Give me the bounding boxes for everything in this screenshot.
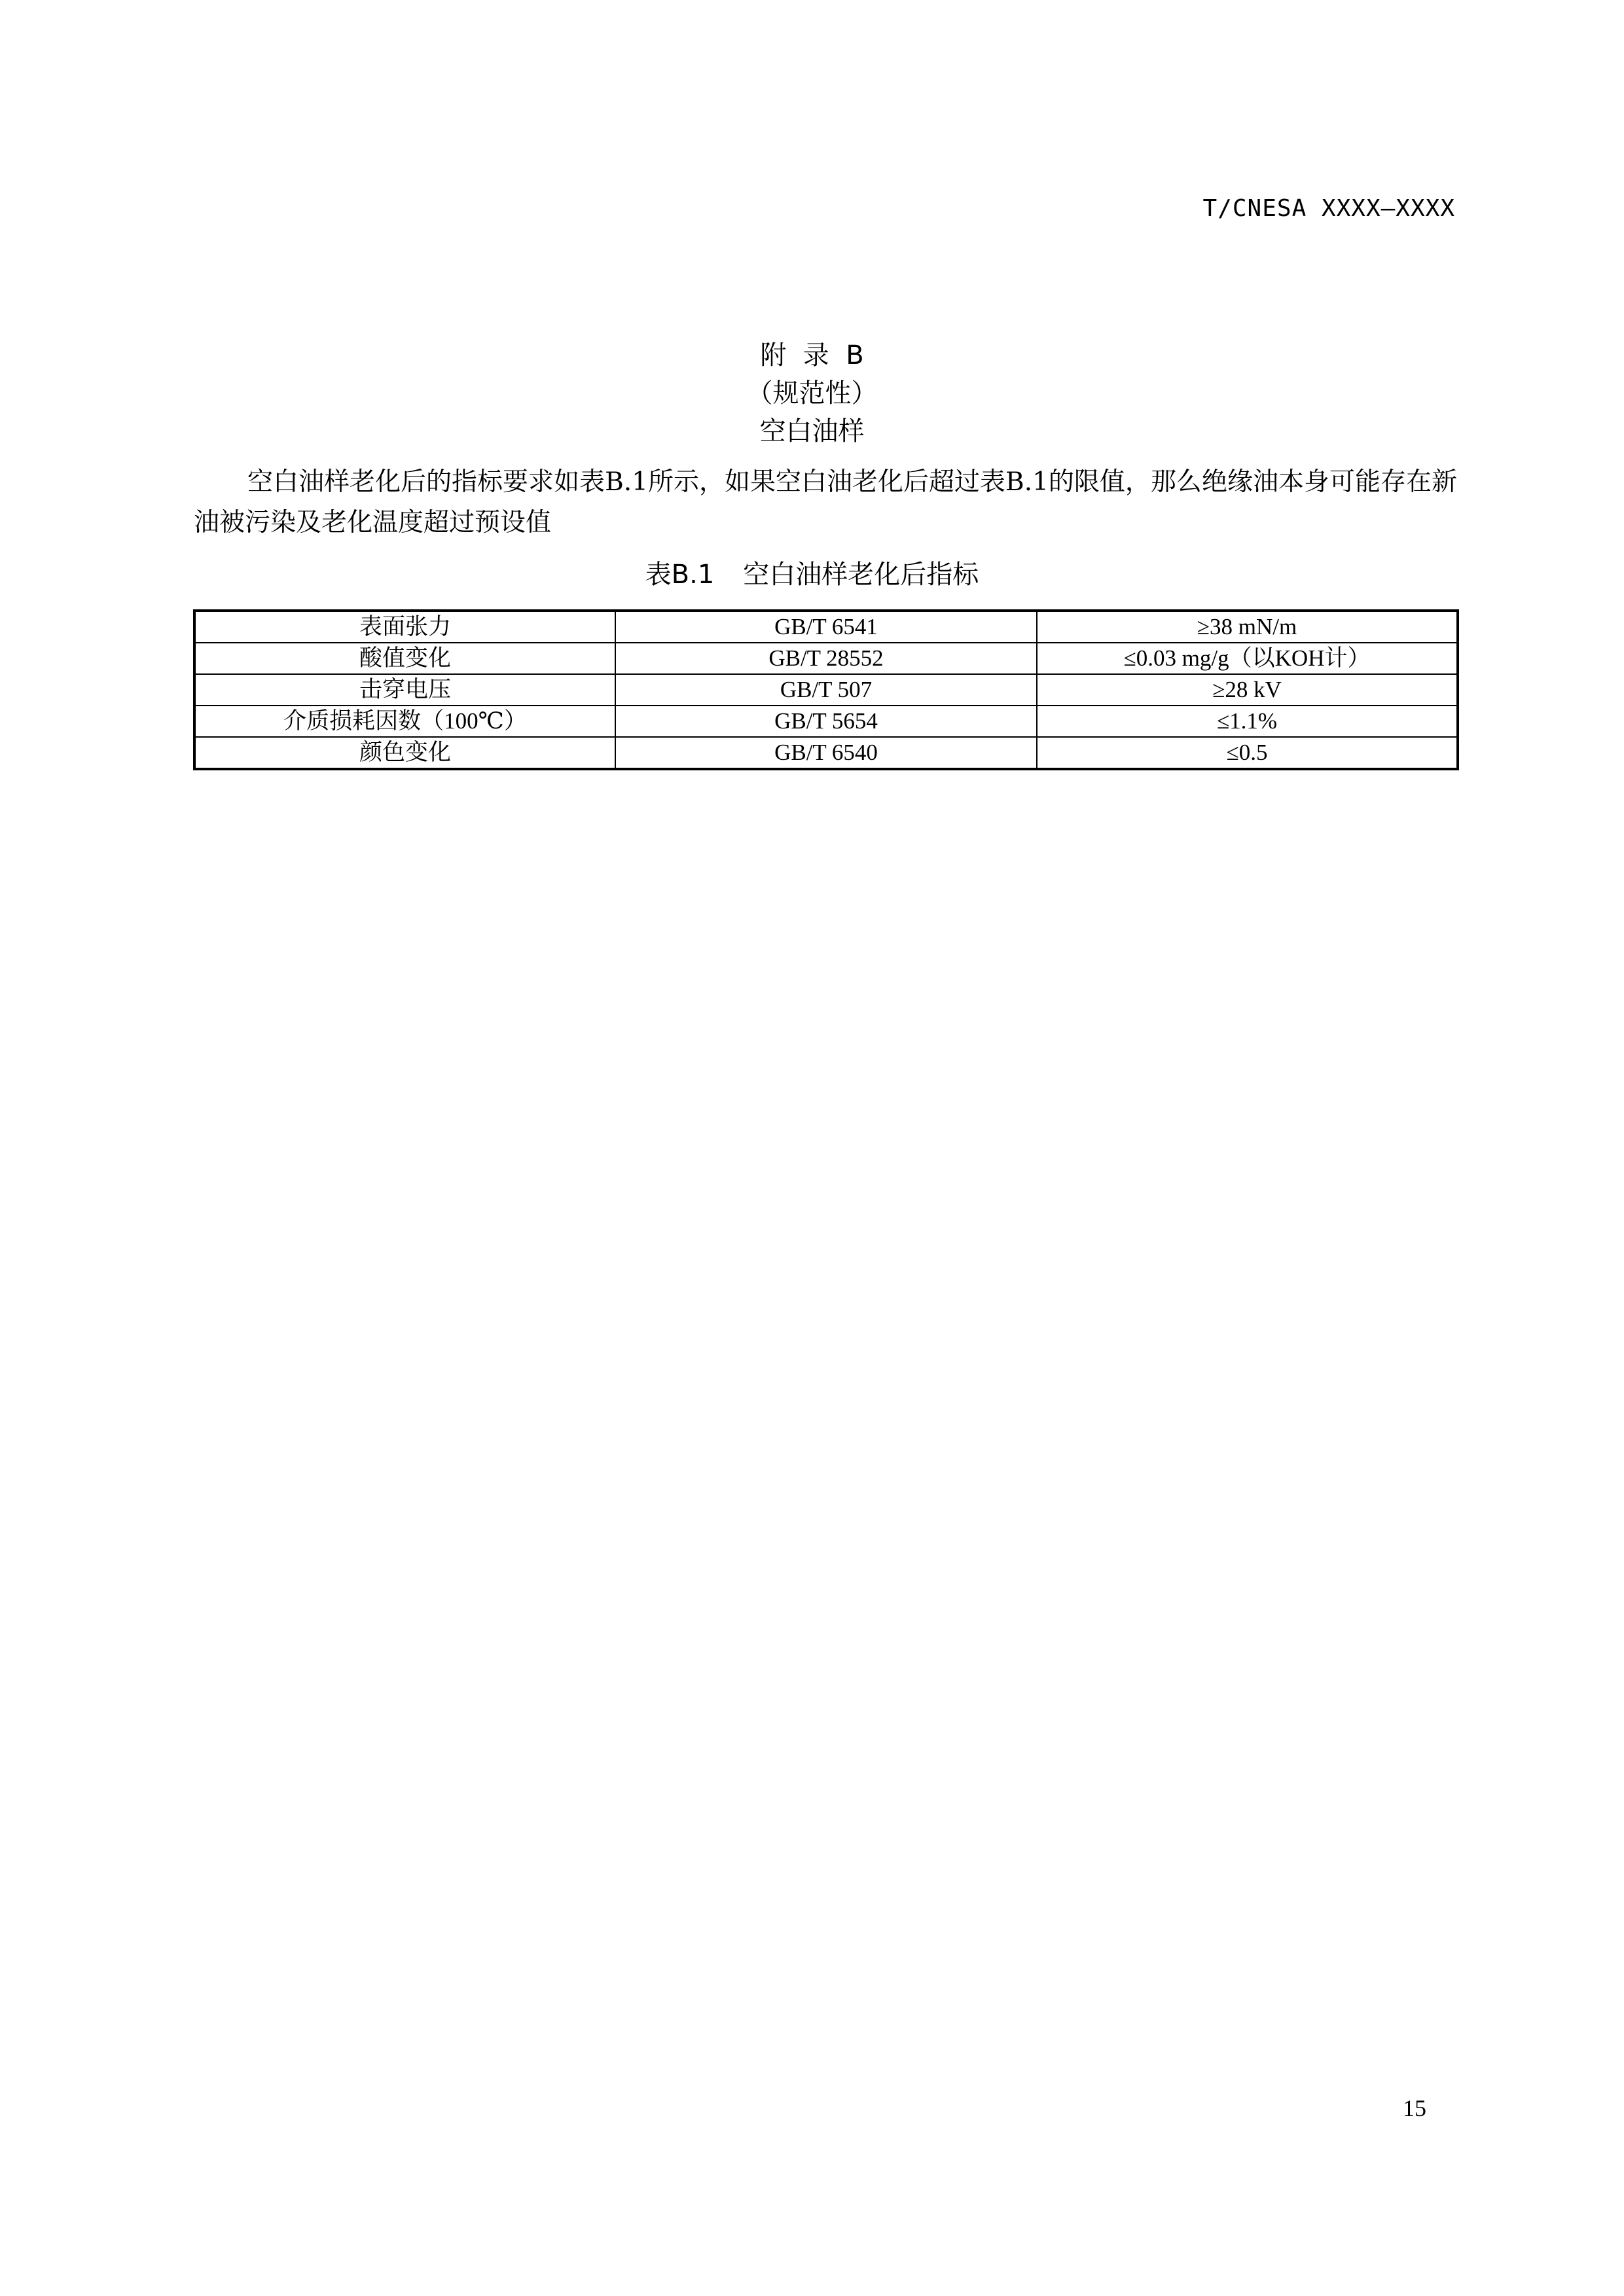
limit-cell: ≤1.1% — [1037, 706, 1458, 737]
table-row — [194, 643, 1458, 674]
method-cell: GB/T 5654 — [615, 706, 1037, 737]
spec-table — [193, 609, 1459, 770]
method-cell: GB/T 6541 — [615, 611, 1037, 643]
item-cell: 酸值变化 — [194, 643, 615, 674]
method-cell: GB/T 28552 — [615, 643, 1037, 674]
table-row — [194, 611, 1458, 643]
item-cell: 介质损耗因数（100℃） — [194, 706, 615, 737]
appendix-type: （规范性） — [746, 378, 878, 408]
limit-cell: ≤0.03 mg/g（以KOH计） — [1037, 643, 1458, 674]
limit-cell: ≥38 mN/m — [1037, 611, 1458, 643]
appendix-name: 空白油样 — [759, 416, 865, 446]
body-paragraph: 空白油样老化后的指标要求如表B.1所示，如果空白油老化后超过表B.1的限值，那么绝缘油本身可能存在新油被污染及老化温度超过预设值 — [194, 467, 1457, 537]
table-caption-number: 表B.1 — [645, 560, 715, 590]
table-caption-title: 空白油样老化后指标 — [743, 560, 979, 590]
item-cell: 击穿电压 — [194, 674, 615, 706]
method-cell: GB/T 507 — [615, 674, 1037, 706]
item-cell: 表面张力 — [194, 611, 615, 643]
item-cell: 颜色变化 — [194, 737, 615, 769]
limit-cell: ≤0.5 — [1037, 737, 1458, 769]
page-number: 15 — [1403, 2095, 1426, 2121]
appendix-heading — [0, 336, 1624, 450]
table-row — [194, 706, 1458, 737]
table-row — [194, 737, 1458, 769]
standard-number-header: T/CNESA XXXX—XXXX — [1202, 195, 1455, 222]
method-cell: GB/T 6540 — [615, 737, 1037, 769]
appendix-title: 附 录 B — [760, 340, 864, 370]
limit-cell: ≥28 kV — [1037, 674, 1458, 706]
table-row — [194, 674, 1458, 706]
table-caption — [0, 555, 1624, 594]
